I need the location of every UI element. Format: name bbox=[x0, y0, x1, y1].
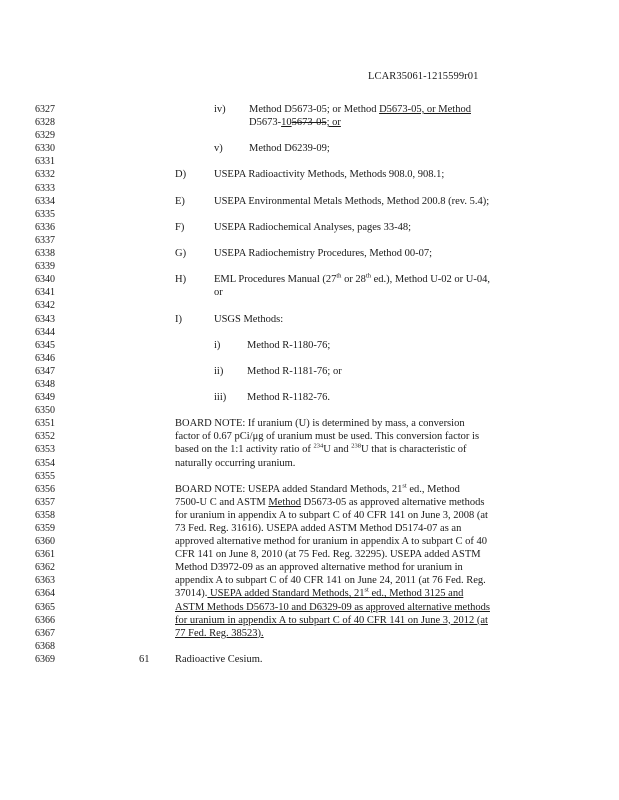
item-label-I: I) bbox=[175, 313, 182, 325]
line-number: 6335 bbox=[35, 208, 55, 220]
line-number: 6364 bbox=[35, 588, 55, 600]
line-6358 bbox=[0, 509, 619, 522]
line-number: 6329 bbox=[35, 130, 55, 142]
board-note-2-line: CFR 141 on June 8, 2010 (at 75 Fed. Reg. 32295). USEPA added ASTM bbox=[175, 549, 481, 561]
line-number: 6357 bbox=[35, 496, 55, 508]
line-number: 6358 bbox=[35, 509, 55, 521]
board-note-1-line: naturally occurring uranium. bbox=[175, 457, 296, 469]
item-label-G: G) bbox=[175, 248, 187, 260]
item-text-I: USGS Methods: bbox=[214, 313, 284, 325]
item-text-61: Radioactive Cesium. bbox=[175, 653, 263, 665]
item-label-H: H) bbox=[175, 274, 187, 286]
line-6356 bbox=[0, 483, 619, 496]
line-6347 bbox=[0, 365, 619, 378]
line-6330 bbox=[0, 142, 619, 155]
line-6369 bbox=[0, 653, 619, 666]
board-note-1: BOARD NOTE: If uranium (U) is determined by mass, a conversion bbox=[175, 418, 465, 430]
line-number: 6332 bbox=[35, 169, 55, 181]
line-number: 6342 bbox=[35, 300, 55, 312]
inserted-text: ; or bbox=[326, 117, 341, 129]
item-text-v: Method D6239-09; bbox=[249, 143, 330, 155]
line-6360 bbox=[0, 535, 619, 548]
line-6341 bbox=[0, 286, 619, 299]
item-text-iii: Method R-1182-76. bbox=[247, 392, 331, 404]
board-note-2-line: for uranium in appendix A to subpart C of 40 CFR 141 on June 3, 2012 (at bbox=[175, 614, 488, 626]
line-6353 bbox=[0, 443, 619, 456]
line-number: 6356 bbox=[35, 483, 55, 495]
item-text-ii: Method R-1181-76; or bbox=[247, 365, 342, 377]
line-6346 bbox=[0, 352, 619, 365]
line-number: 6349 bbox=[35, 392, 55, 404]
board-note-2-line: 37014). USEPA added Standard Methods, 21st ed., Method 3125 and bbox=[175, 586, 464, 600]
line-number: 6346 bbox=[35, 352, 55, 364]
line-number: 6362 bbox=[35, 562, 55, 574]
line-number: 6343 bbox=[35, 313, 55, 325]
line-6334 bbox=[0, 195, 619, 208]
line-6352 bbox=[0, 430, 619, 443]
line-number: 6369 bbox=[35, 653, 55, 665]
line-6349 bbox=[0, 391, 619, 404]
line-6343 bbox=[0, 313, 619, 326]
line-number: 6341 bbox=[35, 287, 55, 299]
board-note-1-line: factor of 0.67 pCi/μg of uranium must be used. This conversion factor is bbox=[175, 431, 480, 443]
board-note-2-line: 7500-U C and ASTM Method D5673-05 as approved alternative methods bbox=[175, 496, 485, 508]
line-number: 6353 bbox=[35, 444, 55, 456]
line-6336 bbox=[0, 221, 619, 234]
line-6327 bbox=[0, 103, 619, 116]
line-6340 bbox=[0, 273, 619, 286]
board-note-2-line: for uranium in appendix A to subpart C of 40 CFR 141 on June 3, 2008 (at bbox=[175, 509, 488, 521]
item-label-iv: iv) bbox=[214, 104, 226, 115]
item-text-D: USEPA Radioactivity Methods, Methods 908.0, 908.1; bbox=[214, 169, 445, 181]
line-6367 bbox=[0, 627, 619, 640]
item-text-H: EML Procedures Manual (27th or 28th ed.), Method U-02 or U-04, bbox=[214, 272, 490, 286]
document-id-header: LCAR35061-1215599r01 bbox=[368, 71, 479, 82]
inserted-text: 10 bbox=[281, 117, 292, 129]
line-number: 6366 bbox=[35, 614, 55, 626]
board-note-2-line: appendix A to subpart C of 40 CFR 141 on June 24, 2011 (at 76 Fed. Reg. bbox=[175, 575, 486, 587]
line-6357 bbox=[0, 496, 619, 509]
line-6342 bbox=[0, 299, 619, 312]
line-6331 bbox=[0, 155, 619, 168]
board-note-2-line: 73 Fed. Reg. 31616). USEPA added ASTM Method D5174-07 as an bbox=[175, 523, 462, 534]
line-number: 6327 bbox=[35, 104, 55, 115]
inserted-text: D5673-05, or Method bbox=[379, 104, 471, 115]
line-number: 6340 bbox=[35, 274, 55, 286]
line-6354 bbox=[0, 457, 619, 470]
line-6337 bbox=[0, 234, 619, 247]
line-number: 6330 bbox=[35, 143, 55, 155]
line-6361 bbox=[0, 548, 619, 561]
line-number: 6336 bbox=[35, 221, 55, 233]
item-text-iv-cont: D5673-105673-05; or bbox=[249, 117, 341, 129]
line-number: 6368 bbox=[35, 640, 55, 652]
line-number: 6339 bbox=[35, 261, 55, 273]
item-text-H-cont: or bbox=[214, 287, 223, 299]
item-label-E: E) bbox=[175, 195, 185, 207]
line-number: 6328 bbox=[35, 117, 55, 129]
item-text-F: USEPA Radiochemical Analyses, pages 33-48; bbox=[214, 221, 412, 233]
line-6348 bbox=[0, 378, 619, 391]
item-label-D: D) bbox=[175, 169, 187, 181]
deleted-text: 5673-05 bbox=[291, 117, 327, 129]
item-label-ii: ii) bbox=[214, 365, 224, 377]
line-6368 bbox=[0, 640, 619, 653]
line-number: 6354 bbox=[35, 457, 55, 469]
line-6344 bbox=[0, 326, 619, 339]
board-note-1-line: based on the 1:1 activity ratio of $^{234}$U and $^{238}$U that is characteristic of bbox=[175, 442, 467, 456]
line-number: 6345 bbox=[35, 339, 55, 351]
line-6355 bbox=[0, 470, 619, 483]
item-text-E: USEPA Environmental Metals Methods, Method 200.8 (rev. 5.4); bbox=[214, 195, 490, 207]
line-6366 bbox=[0, 614, 619, 627]
item-label-i: i) bbox=[214, 339, 221, 351]
line-6335 bbox=[0, 208, 619, 221]
line-number: 6350 bbox=[35, 405, 55, 417]
board-note-2: BOARD NOTE: USEPA added Standard Methods, 21st ed., Method bbox=[175, 482, 460, 495]
line-6362 bbox=[0, 561, 619, 574]
line-number: 6333 bbox=[35, 182, 55, 194]
line-number: 6338 bbox=[35, 248, 55, 260]
item-text-G: USEPA Radiochemistry Procedures, Method 00-07; bbox=[214, 248, 433, 260]
line-number: 6355 bbox=[35, 470, 55, 482]
line-number: 6367 bbox=[35, 627, 55, 639]
item-label-F: F) bbox=[175, 221, 185, 233]
line-number: 6331 bbox=[35, 156, 55, 168]
line-6364 bbox=[0, 587, 619, 600]
line-6359 bbox=[0, 522, 619, 535]
line-number: 6351 bbox=[35, 418, 55, 430]
line-number: 6347 bbox=[35, 365, 55, 377]
line-6333 bbox=[0, 182, 619, 195]
line-number: 6334 bbox=[35, 195, 55, 207]
line-number: 6360 bbox=[35, 536, 55, 548]
line-number: 6348 bbox=[35, 378, 55, 390]
board-note-2-line: ASTM Methods D5673-10 and D6329-09 as approved alternative methods bbox=[175, 601, 490, 613]
line-6329 bbox=[0, 129, 619, 142]
line-6365 bbox=[0, 601, 619, 614]
item-text-i: Method R-1180-76; bbox=[247, 339, 331, 351]
line-number: 6344 bbox=[35, 326, 55, 338]
item-text-iv: Method D5673-05; or Method D5673-05, or Method bbox=[249, 104, 471, 115]
line-6350 bbox=[0, 404, 619, 417]
item-label-iii: iii) bbox=[214, 392, 227, 404]
line-number: 6359 bbox=[35, 523, 55, 534]
board-note-2-line: Method D3972-09 as an approved alternative method for uranium in bbox=[175, 562, 463, 574]
line-number: 6337 bbox=[35, 234, 55, 246]
line-6351 bbox=[0, 417, 619, 430]
board-note-2-line: 77 Fed. Reg. 38523). bbox=[175, 627, 264, 639]
line-6345 bbox=[0, 339, 619, 352]
item-label-v: v) bbox=[214, 143, 223, 155]
item-number-61: 61 bbox=[139, 653, 150, 665]
board-note-2-line: approved alternative method for uranium in appendix A to subpart C of 40 bbox=[175, 536, 488, 548]
line-number: 6352 bbox=[35, 431, 55, 443]
line-6363 bbox=[0, 574, 619, 587]
line-6338 bbox=[0, 247, 619, 260]
line-number: 6365 bbox=[35, 601, 55, 613]
line-number: 6361 bbox=[35, 549, 55, 561]
numbered-lines bbox=[0, 103, 619, 666]
line-6332 bbox=[0, 168, 619, 181]
line-number: 6363 bbox=[35, 575, 55, 587]
line-6328 bbox=[0, 116, 619, 129]
line-6339 bbox=[0, 260, 619, 273]
